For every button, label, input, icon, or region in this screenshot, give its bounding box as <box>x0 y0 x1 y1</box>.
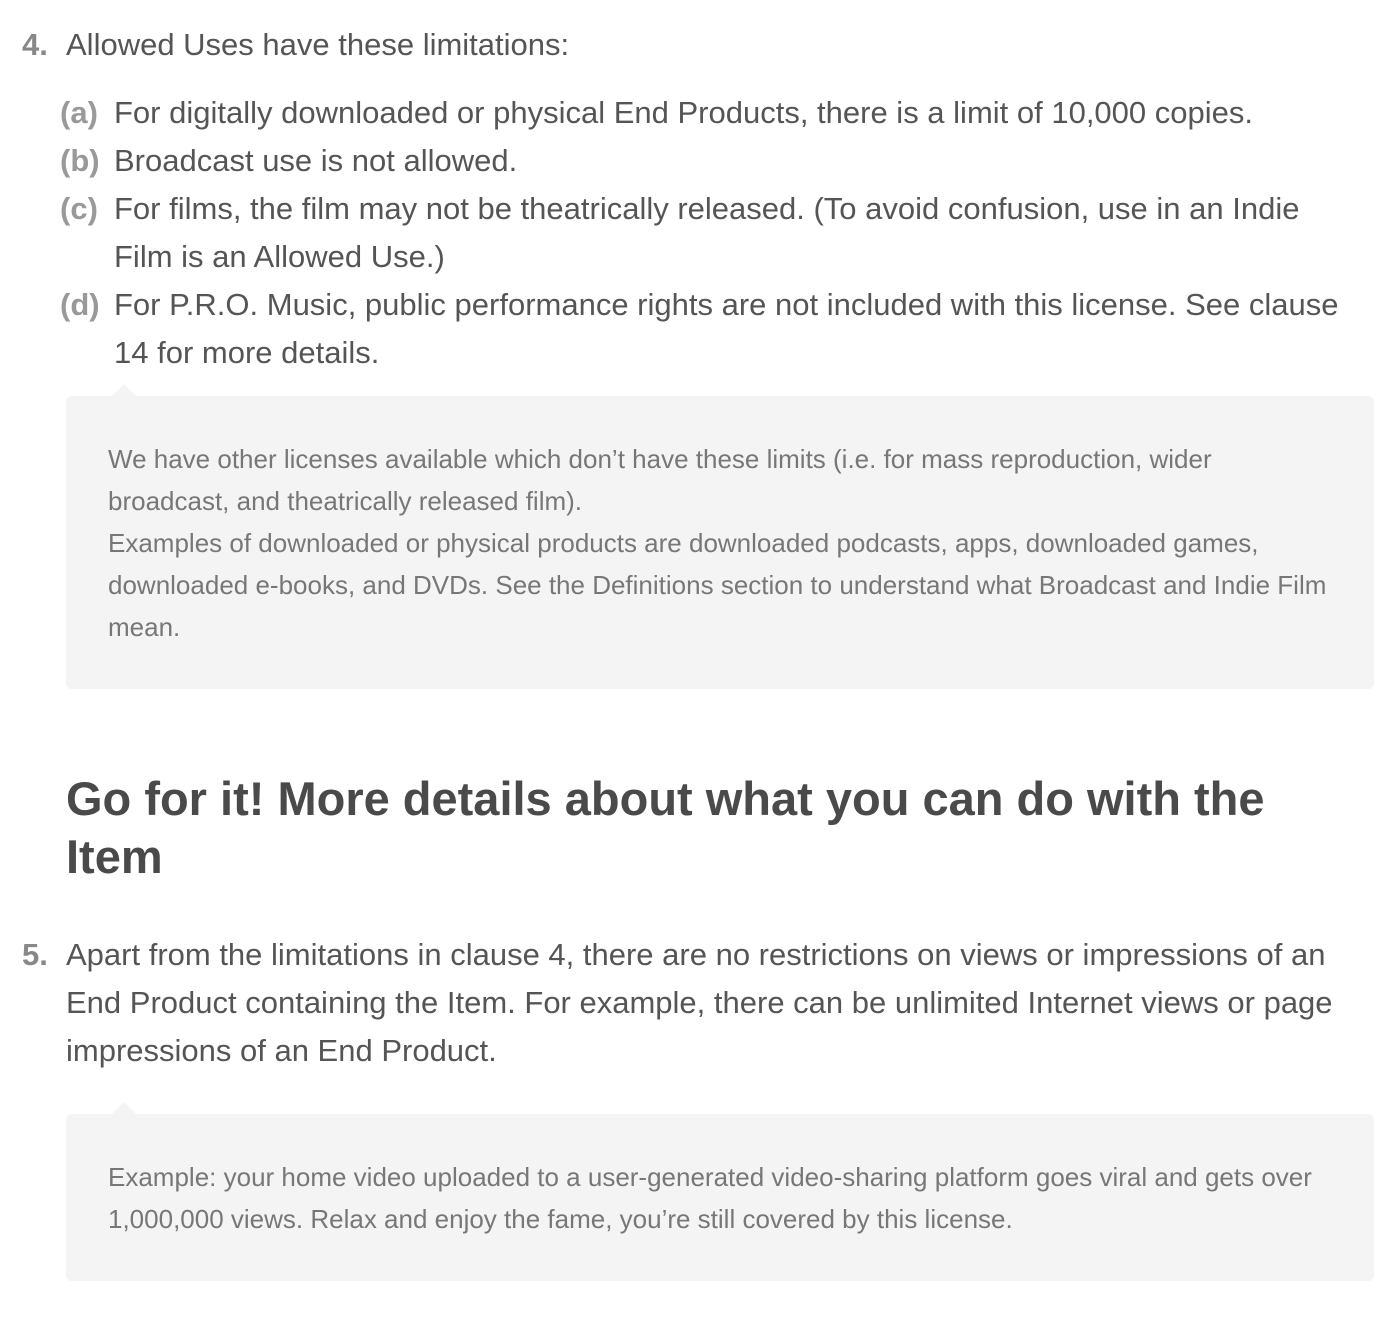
item-text: For films, the film may not be theatrically released. (To avoid confusion, use in an Indie Film is an Allowed Use.) <box>114 191 1300 274</box>
note-paragraph: Example: your home video uploaded to a user-generated video-sharing platform goes viral and gets over 1,000,000 views. Relax and enjoy the fame, you’re still covered by this license. <box>108 1162 1312 1234</box>
example-note <box>66 1114 1374 1281</box>
section-heading: Go for it! More details about what you can do with the Item <box>66 772 1265 883</box>
clause-number: 4. <box>22 27 48 62</box>
item-letter: (c) <box>60 191 98 226</box>
clause-number: 5. <box>22 937 48 972</box>
item-letter: (a) <box>60 95 98 130</box>
item-letter: (b) <box>60 143 100 178</box>
explanation-note <box>66 396 1374 689</box>
item-text: Broadcast use is not allowed. <box>114 143 518 178</box>
note-paragraph: Examples of downloaded or physical products are downloaded podcasts, apps, downloaded games, downloaded e-books, and DVDs. See the Definitions section to understand what Broadcast and Indie Film mean. <box>108 528 1327 642</box>
note-paragraph: We have other licenses available which don’t have these limits (i.e. for mass reproduction, wider broadcast, and theatrically released film). <box>108 444 1212 516</box>
item-text: For P.R.O. Music, public performance rights are not included with this license. See clause 14 for more details. <box>114 287 1339 370</box>
item-text: For digitally downloaded or physical End Products, there is a limit of 10,000 copies. <box>114 95 1253 130</box>
clause-text: Apart from the limitations in clause 4, there are no restrictions on views or impressions of an End Product containing the Item. For example, there can be unlimited Internet views or page impressions of an End Product. <box>66 937 1333 1068</box>
item-letter: (d) <box>60 287 100 322</box>
clause-text: Allowed Uses have these limitations: <box>66 27 570 62</box>
